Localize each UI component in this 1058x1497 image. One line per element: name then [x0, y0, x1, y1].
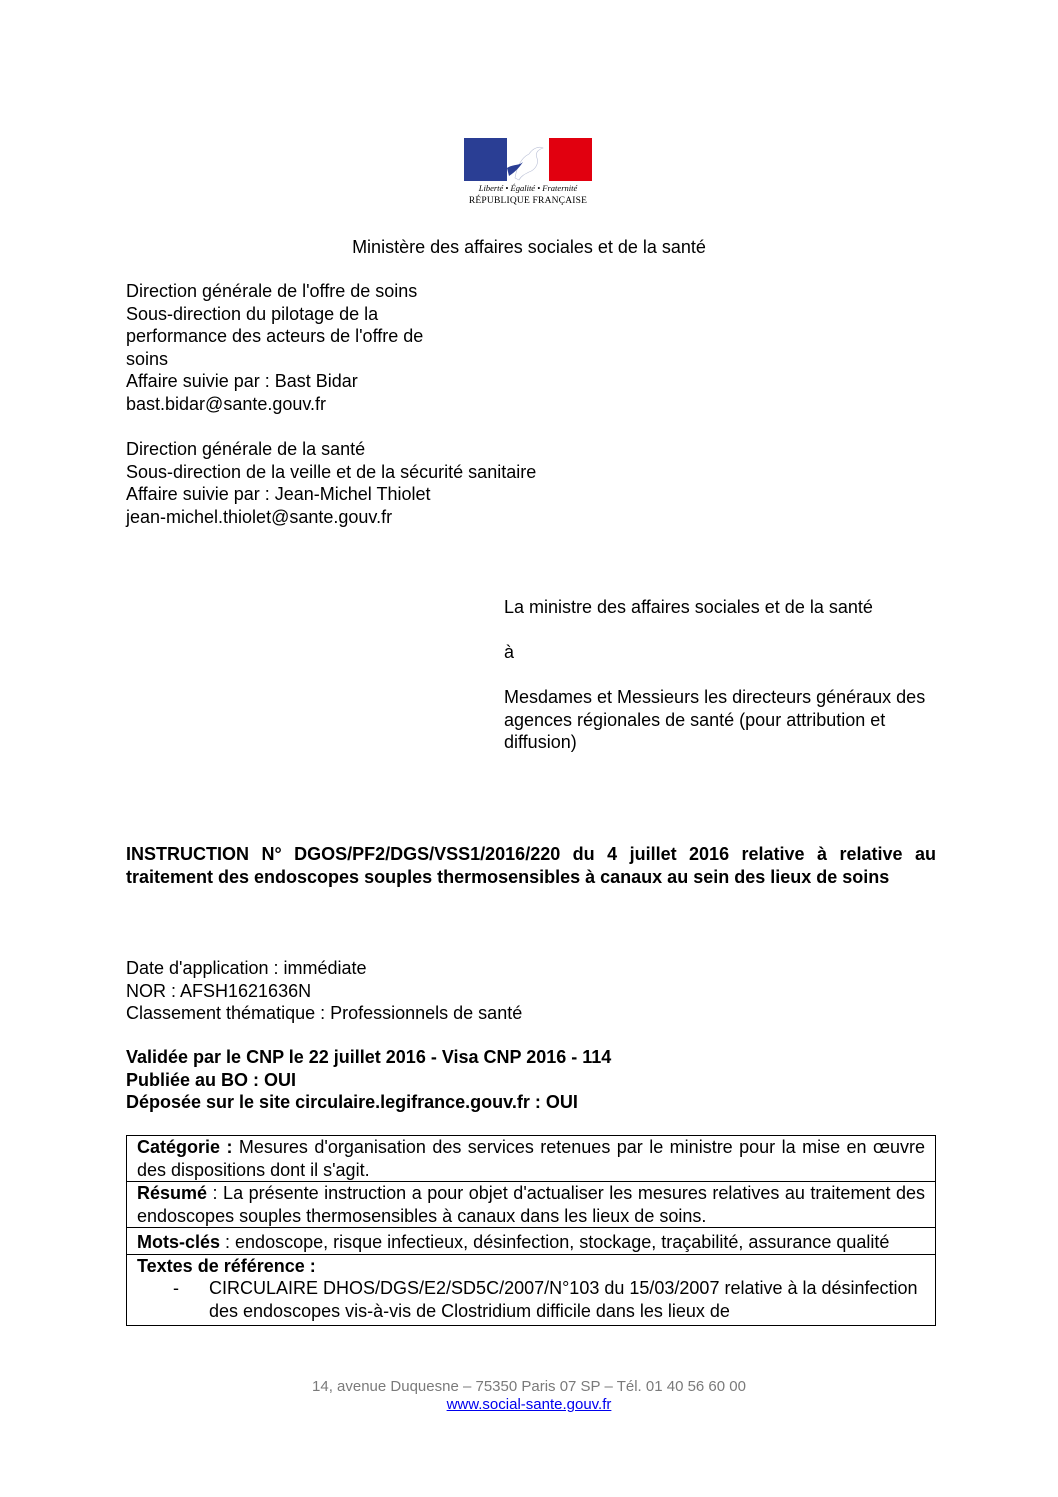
- sender-line: Sous-direction du pilotage de la: [126, 303, 379, 324]
- sender-line: Affaire suivie par : Jean-Michel Thiolet: [126, 484, 431, 504]
- footer-website-link[interactable]: www.social-sante.gouv.fr: [446, 1396, 612, 1413]
- flag-red-band: [549, 138, 592, 181]
- instruction-meta: [126, 957, 522, 1025]
- sender-block-dgs: [126, 438, 536, 528]
- sender-line: performance des acteurs de l'offre de: [126, 326, 424, 346]
- instruction-title: INSTRUCTION N° DGOS/PF2/DGS/VSS1/2016/220 du 4 juillet 2016 relative à relative au traitement des endoscopes souples thermosensibles à canaux au sein des lieux de soins: [126, 844, 936, 887]
- sender-line: Affaire suivie par : Bast Bidar: [126, 371, 358, 391]
- sender-block-dgos: [126, 280, 423, 415]
- textes-label: Textes de référence :: [137, 1255, 316, 1276]
- sender-line: soins: [126, 348, 169, 369]
- logo-name: RÉPUBLIQUE FRANÇAISE: [468, 196, 588, 206]
- legifrance-label: Déposée sur le site circulaire.legifrance.gouv.fr: [126, 1092, 530, 1112]
- sender-line: Direction générale de l'offre de soins: [126, 281, 418, 301]
- cnp-validation: Validée par le CNP le 22 juillet 2016 - Visa CNP 2016 - 114: [126, 1047, 612, 1067]
- flag-white-band: [507, 138, 550, 181]
- recipient-from: La ministre des affaires sociales et de la santé: [504, 597, 873, 617]
- instruction-info-table: [126, 1135, 936, 1326]
- sender-line: Sous-direction de la veille et de la sécurité sanitaire: [126, 461, 537, 482]
- legifrance-deposit: [126, 1091, 611, 1114]
- flag-blue-band: [464, 138, 507, 181]
- motscles-label: Mots-clés: [137, 1232, 221, 1252]
- thematic-classification: Classement thématique : Professionnels de santé: [126, 1003, 523, 1023]
- table-row-categorie: [127, 1136, 935, 1182]
- bo-publication: Publiée au BO : OUI: [126, 1069, 297, 1090]
- tricolor-flag-icon: [464, 138, 592, 181]
- recipient-block: [504, 596, 944, 754]
- table-row-textes-reference: [127, 1255, 935, 1325]
- reference-text: CIRCULAIRE DHOS/DGS/E2/SD5C/2007/N°103 du 15/03/2007 relative à la désinfection des endoscopes vis-à-vis de Clostridium difficile dans les lieux de: [209, 1278, 918, 1321]
- recipient-addressee: Mesdames et Messieurs les directeurs généraux des agences régionales de santé (pour attribution et diffusion): [504, 687, 926, 752]
- republique-francaise-logo: [464, 138, 592, 214]
- logo-motto: Liberté • Égalité • Fraternité: [478, 183, 578, 193]
- marianne-icon: [507, 138, 550, 181]
- resume-label: Résumé: [137, 1183, 208, 1203]
- page-footer: [0, 1378, 1058, 1414]
- table-row-resume: [127, 1182, 935, 1228]
- categorie-label: Catégorie :: [137, 1137, 233, 1157]
- footer-address: 14, avenue Duquesne – 75350 Paris 07 SP – Tél. 01 40 56 60 00: [312, 1378, 746, 1395]
- motscles-text: : endoscope, risque infectieux, désinfection, stockage, traçabilité, assurance qualité: [220, 1232, 890, 1252]
- application-date: Date d'application : immédiate: [126, 958, 367, 978]
- list-dash: -: [173, 1278, 179, 1298]
- recipient-to: à: [504, 642, 515, 662]
- table-row-mots-cles: [127, 1228, 935, 1255]
- validation-block: [126, 1046, 611, 1114]
- categorie-text: Mesures d'organisation des services retenues par le ministre pour la mise en œuvre des dispositions dont il s'agit.: [137, 1137, 925, 1180]
- sender-line: Direction générale de la santé: [126, 439, 366, 459]
- nor-number: NOR : AFSH1621636N: [126, 980, 312, 1001]
- sender-email: bast.bidar@sante.gouv.fr: [126, 393, 327, 414]
- reference-list-item: [137, 1277, 925, 1322]
- sender-email: jean-michel.thiolet@sante.gouv.fr: [126, 506, 393, 527]
- resume-text: : La présente instruction a pour objet d'actualiser les mesures relatives au traitement des endoscopes souples thermosensibles à canaux dans les lieux de soins.: [137, 1183, 925, 1226]
- ministry-heading: Ministère des affaires sociales et de la santé: [352, 237, 706, 257]
- legifrance-value: : OUI: [529, 1092, 578, 1112]
